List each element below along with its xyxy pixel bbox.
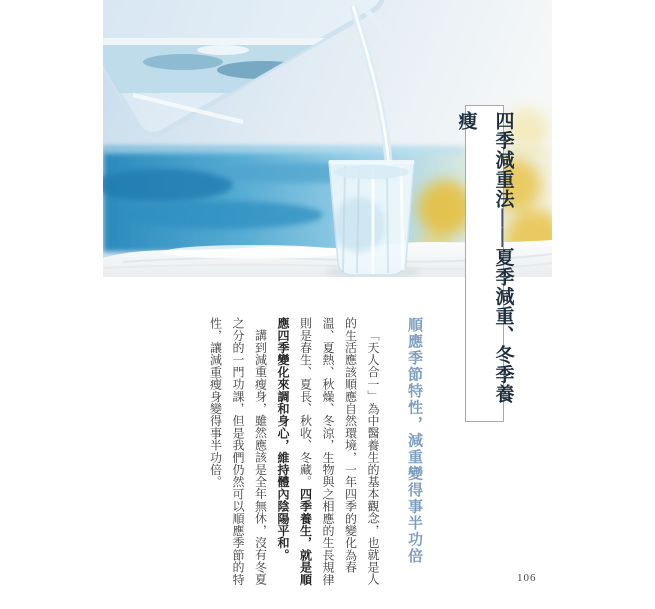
paragraph-2: 講到減重瘦身，雖然應該是全年無休，沒有冬夏之分的一門功課，但是我們仍然可以順應季節的特性，讓減重瘦身變得事半功倍。 (208, 317, 268, 586)
chapter-title-box (455, 105, 514, 422)
paragraph-1-normal: 「天人合一」為中醫養生的基本觀念，也就是人的生活應該順應自然環境，一年四季的變化為春溫、夏熱、秋燥、冬涼，生物與之相應的生長規律則是春生、夏長、秋收、冬藏。 (298, 317, 380, 586)
section-subtitle: 順應季節特性，減重變得事半功倍 (406, 317, 422, 565)
paragraph-1-emphasis: 四季養生，就是順應四季變化來調和身心，維持體內陰陽平和。 (276, 317, 313, 586)
chapter-title: 四季減重法——夏季減重、冬季養瘦 (455, 111, 514, 404)
water-glass (325, 160, 421, 277)
body-text (204, 317, 384, 587)
paragraph-1 (272, 317, 385, 587)
page-number: 106 (517, 572, 537, 584)
